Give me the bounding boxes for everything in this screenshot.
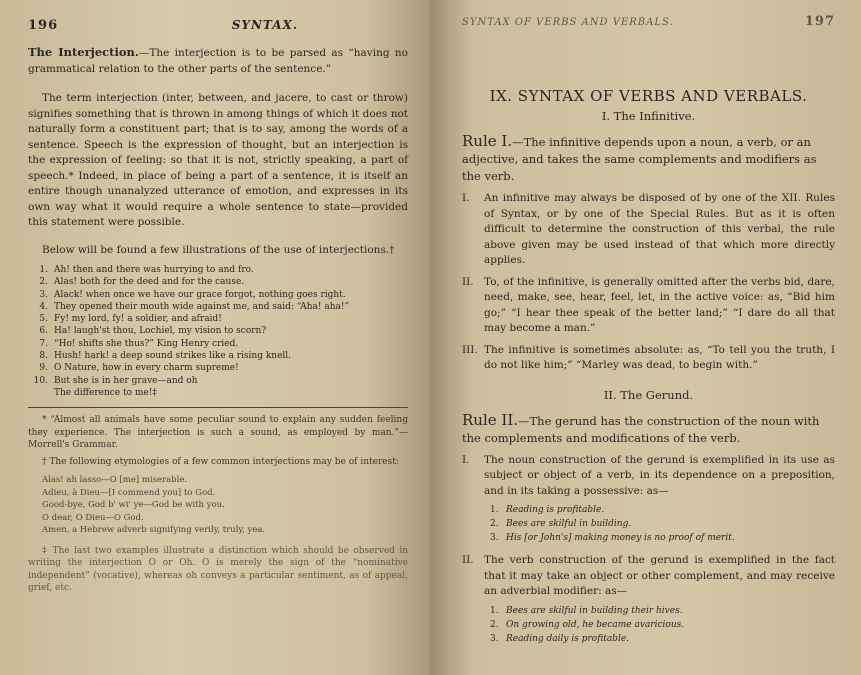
illustration-item xyxy=(28,338,408,350)
illustrations-intro: Below will be found a few illustrations of the use of interjections.† xyxy=(42,243,395,256)
left-running-head xyxy=(28,18,408,33)
footnote-divider xyxy=(28,407,408,408)
example-text: His [or John's] making money is no proof of merit. xyxy=(506,533,735,543)
illustration-number: 3. xyxy=(39,289,48,300)
rule-1 xyxy=(462,133,835,185)
etymology-item: Adieu, à Dieu—[I commend you] to God. xyxy=(42,487,216,498)
interjection-intro: —The interjection is to be parsed as “having no grammatical relation to the other parts of the sentence.” xyxy=(28,47,408,75)
left-running-title: SYNTAX. xyxy=(231,18,298,32)
example-item xyxy=(490,503,835,517)
rule-2-sub-2-text: The verb construction of the gerund is exemplified in the fact that it may take an object or other complement, and may receive an adverbial modifier: as— xyxy=(484,554,835,597)
illustration-number: 6. xyxy=(39,326,48,337)
footnote-ddagger: ‡ The last two examples illustrate a distinction which should be observed in writing the interjection O or Oh. O is merely the sign of the “nominative independent” (vocative), whereas oh conveys a particular sentiment, as of appeal, grief, etc. xyxy=(28,545,408,594)
illustration-text: But she is in her grave—and oh xyxy=(54,375,198,386)
illustration-item xyxy=(28,325,408,337)
rule-1-sub-number: I. xyxy=(462,192,470,204)
rule-1-text: —The infinitive depends upon a noun, a verb, or an adjective, and takes the same complements and modifiers as the verb. xyxy=(462,135,817,183)
section-title-infinitive: I. The Infinitive. xyxy=(601,109,696,123)
etymology-item: O dear, O Dieu—O God. xyxy=(42,512,144,523)
footnote-star: * “Almost all animals have some peculiar sound to explain any sudden feeling they experience. The interjection is such a sound, as employed by man.”—Morrell's Grammar. xyxy=(28,415,408,451)
right-running-title: SYNTAX OF VERBS AND VERBALS. xyxy=(462,17,674,28)
interjection-heading: The Interjection. xyxy=(28,45,139,59)
etymology-item: Amen, a Hebrew adverb signifying verily, truly, yea. xyxy=(42,525,266,536)
illustration-text: They opened their mouth wide against me, and said: “Aha! aha!” xyxy=(54,301,350,312)
chapter-title: IX. SYNTAX OF VERBS AND VERBALS. xyxy=(489,87,808,105)
illustration-item xyxy=(28,375,408,387)
illustration-text: O Nature, how in every charm supreme! xyxy=(54,363,239,374)
rule-2-sub-2-number: II. xyxy=(462,554,474,566)
illustration-number: 7. xyxy=(39,338,48,349)
example-text: Bees are skilful in building. xyxy=(506,519,632,529)
illustration-number: 10. xyxy=(33,375,48,386)
rule-1-sub xyxy=(462,275,835,337)
example-text: Bees are skilful in building their hives. xyxy=(506,605,683,616)
illustration-text: The difference to me!‡ xyxy=(54,387,157,398)
rule-1-sub-number: II. xyxy=(462,275,474,288)
rule-1-sub-text: To, of the infinitive, is generally omitted after the verbs bid, dare, need, make, see, hear, feel, let, in the active voice: as, “Bid him go;” “I hear thee speak of the better land;” “I dare do all that may become a man.” xyxy=(484,275,835,334)
illustration-text: Ah! then and there was hurrying to and fro. xyxy=(54,265,254,275)
rule-2-label: Rule II. xyxy=(462,410,519,429)
etymology-item: Good-bye, God b' wi' ye—God be with you. xyxy=(42,500,225,511)
illustration-item xyxy=(28,276,408,288)
illustration-number: 9. xyxy=(39,363,48,374)
rule-1-subsections xyxy=(462,191,835,374)
illustration-item xyxy=(28,301,408,313)
interjection-paragraph xyxy=(28,45,408,77)
right-running-head xyxy=(462,14,835,29)
left-page xyxy=(0,0,430,675)
example-number: 1. xyxy=(490,605,499,616)
illustration-item xyxy=(28,289,408,301)
illustration-number: 5. xyxy=(39,314,48,325)
illustration-text: “Ho! shifts she thus?” King Henry cried. xyxy=(54,338,239,349)
illustration-item xyxy=(28,362,408,374)
right-page-number: 197 xyxy=(804,14,835,29)
illustration-text: Fy! my lord, fy! a soldier, and afraid! xyxy=(54,314,222,325)
illustrations-list xyxy=(28,264,408,399)
example-item xyxy=(490,618,835,632)
example-number: 2. xyxy=(490,619,499,630)
illustration-number: 4. xyxy=(39,301,48,312)
example-number: 3. xyxy=(490,633,499,644)
example-item xyxy=(490,531,835,545)
rule-2 xyxy=(462,412,835,447)
example-item xyxy=(490,604,835,618)
rule-2-sub-1-text: The noun construction of the gerund is exemplified in its use as subject or object of a verb, in its dependence on a preposition, and in its taking a possessive: as— xyxy=(484,453,835,497)
rule-1-sub-text: The infinitive is sometimes absolute: as, “To tell you the truth, I do not like him;” “Marley was dead, to begin with.” xyxy=(484,343,835,371)
rule-1-sub xyxy=(462,191,835,269)
rule-2-text: —The gerund has the construction of the noun with the complements and modifications of the verb. xyxy=(462,413,820,445)
left-page-number: 196 xyxy=(28,18,59,33)
example-item xyxy=(490,517,835,531)
example-text: Reading is profitable. xyxy=(506,505,605,515)
etymology-list xyxy=(42,474,408,537)
illustration-text: Alack! when once we have our grace forgot, nothing goes right. xyxy=(54,289,346,300)
illustration-item xyxy=(28,350,408,362)
illustration-text: Hush! hark! a deep sound strikes like a rising knell. xyxy=(54,351,292,362)
gerund-verb-examples xyxy=(490,604,835,646)
rule-2-sub-1 xyxy=(462,453,835,500)
example-text: Reading daily is profitable. xyxy=(506,633,630,644)
illustration-text: Ha! laugh'st thou, Lochiel, my vision to scorn? xyxy=(54,326,267,337)
illustration-number: 8. xyxy=(39,351,48,362)
rule-1-label: Rule I. xyxy=(462,132,513,150)
illustration-item xyxy=(28,264,408,276)
rule-1-sub-text: An infinitive may always be disposed of by one of the XII. Rules of Syntax, or by one of the Special Rules. But as it is often difficult to determine the construction of this verbal, the rule above given may be used instead of that which more directly applies. xyxy=(484,192,835,266)
illustration-number: 2. xyxy=(39,277,48,288)
illustration-item xyxy=(28,313,408,325)
term-paragraph: The term interjection (inter, between, and jacere, to cast or throw) signifies something that is thrown in among things of which it does not naturally form a constituent part; that is to say, among the words of a sentence. Speech is the expression of thought, but an interjection is the expression of feeling: so that it is not, strictly speaking, a part of speech.* Indeed, in place of being a part of a sentence, it is itself an entire though unanalyzed utterance of emotion, and expresses in its own way what it would require a whole sentence to state—provided this statement were possible. xyxy=(28,92,408,228)
section-title-gerund: II. The Gerund. xyxy=(603,387,694,402)
example-number: 3. xyxy=(490,533,499,543)
rule-1-sub-number: III. xyxy=(462,343,478,356)
right-page xyxy=(430,0,861,675)
example-text: On growing old, he became avaricious. xyxy=(506,619,685,630)
illustration-number: 1. xyxy=(39,265,48,275)
illustration-item xyxy=(28,387,408,399)
example-number: 1. xyxy=(490,505,499,515)
etymology-item: Alas! ah lasso—O [me] miserable. xyxy=(42,475,188,486)
gerund-noun-examples xyxy=(490,503,835,545)
footnote-dagger: † The following etymologies of a few common interjections may be of interest: xyxy=(42,456,399,467)
rule-2-sub-2 xyxy=(462,553,835,600)
rule-2-sub-1-number: I. xyxy=(462,453,470,466)
example-number: 2. xyxy=(490,519,499,529)
illustration-text: Alas! both for the deed and for the cause. xyxy=(54,277,245,288)
example-item xyxy=(490,632,835,646)
rule-1-sub xyxy=(462,343,835,374)
